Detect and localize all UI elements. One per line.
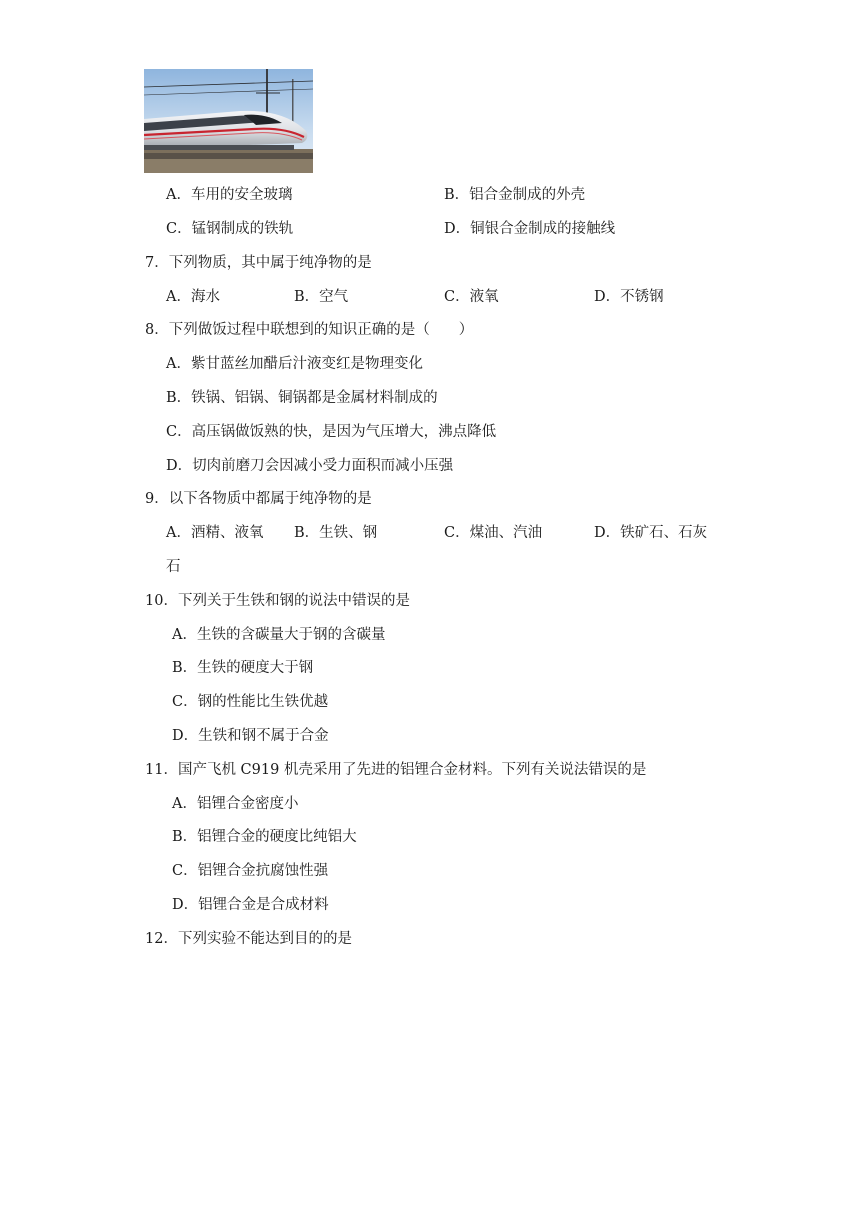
- option-d: D．铜银合金制成的接触线: [444, 221, 616, 237]
- option-b: B．铝合金制成的外壳: [444, 187, 586, 203]
- option-b: B．生铁的硬度大于钢: [172, 660, 314, 676]
- option-d: D．生铁和钢不属于合金: [172, 728, 329, 744]
- question-stem: 7．下列物质，其中属于纯净物的是: [145, 255, 372, 271]
- option-a: A．生铁的含碳量大于钢的含碳量: [172, 627, 386, 643]
- option-a: A．海水: [166, 289, 220, 305]
- option-d: D．不锈钢: [594, 289, 664, 305]
- option-c: C．锰钢制成的铁轨: [166, 221, 294, 237]
- question-stem: 11．国产飞机 C919 机壳采用了先进的铝锂合金材料。下列有关说法错误的是: [145, 762, 647, 778]
- option-a: A．铝锂合金密度小: [172, 796, 299, 812]
- question-stem: 10．下列关于生铁和钢的说法中错误的是: [145, 593, 410, 609]
- option-d: D．铁矿石、石灰: [594, 525, 708, 541]
- option-b: B．生铁、钢: [294, 525, 378, 541]
- question-stem: 8．下列做饭过程中联想到的知识正确的是（ ）: [145, 322, 474, 338]
- option-b: B．空气: [294, 289, 349, 305]
- option-d: D．铝锂合金是合成材料: [172, 897, 329, 913]
- option-a: A．车用的安全玻璃: [166, 187, 293, 203]
- option-c: C．高压锅做饭熟的快，是因为气压增大，沸点降低: [166, 424, 497, 440]
- option-d-wrap: 石: [166, 559, 181, 575]
- train-photo: [144, 69, 313, 173]
- option-d: D．切肉前磨刀会因减小受力面积而减小压强: [166, 458, 454, 474]
- question-stem: 12．下列实验不能达到目的的是: [145, 931, 352, 947]
- option-b: B．铝锂合金的硬度比纯铝大: [172, 829, 357, 845]
- option-a: A．酒精、液氧: [166, 525, 264, 541]
- option-c: C．钢的性能比生铁优越: [172, 694, 329, 710]
- option-c: C．煤油、汽油: [444, 525, 543, 541]
- option-a: A．紫甘蓝丝加醋后汁液变红是物理变化: [166, 356, 423, 372]
- option-c: C．液氧: [444, 289, 499, 305]
- question-stem: 9．以下各物质中都属于纯净物的是: [145, 491, 372, 507]
- option-b: B．铁锅、铝锅、铜锅都是金属材料制成的: [166, 390, 438, 406]
- option-c: C．铝锂合金抗腐蚀性强: [172, 863, 329, 879]
